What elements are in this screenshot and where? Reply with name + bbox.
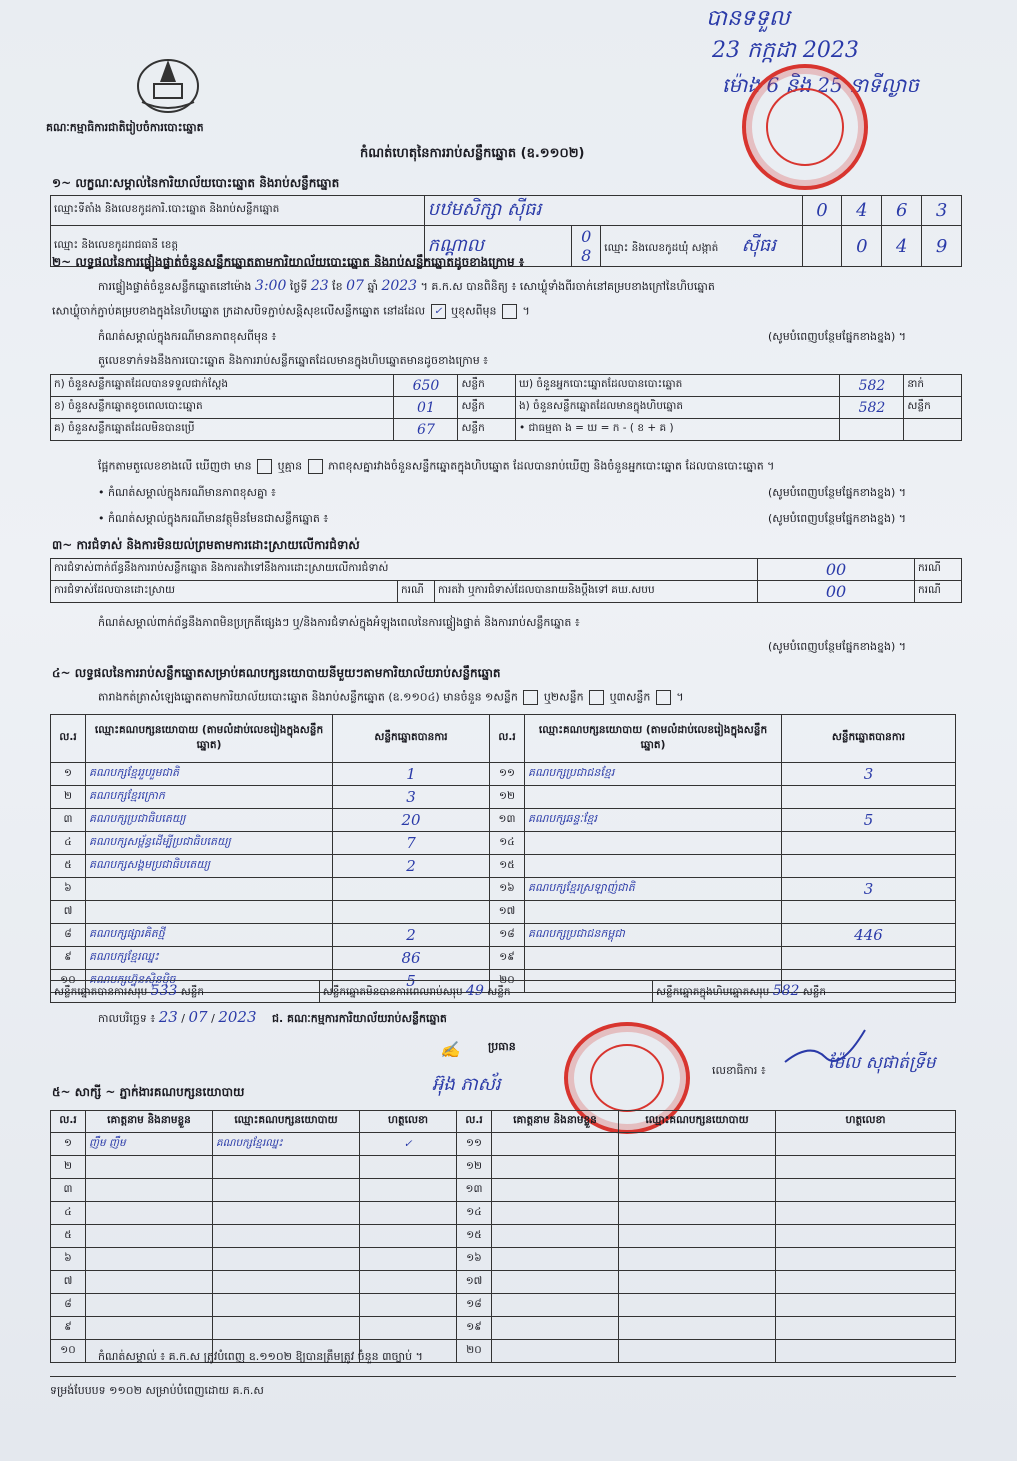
party-name: គណបក្សហ្វ៊ុនស៊ិនប៉ិច <box>86 970 333 993</box>
w-col-party-right: ឈ្មោះគណបក្សនយោបាយ <box>619 1111 776 1133</box>
party-votes <box>782 832 956 855</box>
row2-code-empty <box>802 226 842 267</box>
party-row <box>51 855 956 878</box>
witness-no: ៤ <box>51 1202 86 1225</box>
s3-row2-value-b: 00 <box>758 581 915 603</box>
row2-code-0: 0 <box>581 227 592 246</box>
col-party-left: ឈ្មោះគណបក្សនយោបាយ (តាមលំដាប់លេខរៀងក្នុងសន្លឹកឆ្នោត) <box>86 715 333 763</box>
witness-signature <box>776 1271 956 1294</box>
total-box-value: 582 <box>772 982 800 999</box>
witness-signature <box>776 1340 956 1363</box>
witness-signature <box>360 1179 457 1202</box>
party-name <box>525 832 782 855</box>
witness-no: ១២ <box>457 1156 492 1179</box>
witness-name <box>492 1156 619 1179</box>
s2-line7: • កំណត់សម្គាល់ក្នុងករណីមានវត្ថុមិនមែនជាសន្លឹកឆ្នោត ៖ <box>98 512 329 525</box>
s4-subline-c: ឬ៣សន្លឹក <box>609 690 651 704</box>
received-note-3: ម៉ោង 6 និង 25 នាទីល្ងាច <box>722 73 919 97</box>
s2-year: 2023 <box>381 278 418 294</box>
col-votes-right: សន្លឹកឆ្នោតបានការ <box>782 715 956 763</box>
party-votes: 2 <box>333 924 490 947</box>
party-no: ២០ <box>490 970 525 993</box>
one-sheet-checkbox[interactable] <box>523 690 538 705</box>
witness-party <box>213 1179 360 1202</box>
party-votes: 20 <box>333 809 490 832</box>
witness-signature <box>360 1156 457 1179</box>
secretary-name: ម៉ែល សុផាត់ទ្រីម <box>828 1053 936 1073</box>
party-no: ១៥ <box>490 855 525 878</box>
party-row <box>51 924 956 947</box>
received-note-2: 23 កក្កដា 2023 <box>712 38 859 63</box>
s2-line6: • កំណត់សម្គាល់ក្នុងករណីមានភាពខុសគ្នា ៖ <box>98 486 276 499</box>
party-row <box>51 809 956 832</box>
committee-label: ជ. គណៈកម្មការការិយាល័យរាប់សន្លឹកឆ្នោត <box>272 1012 447 1025</box>
row1-label: ឈ្មោះទីតាំង និងលេខកូដការិ.បោះឆ្នោត និងរាប់សន្លឹកឆ្នោត <box>51 196 425 226</box>
witness-no: ១១ <box>457 1133 492 1156</box>
party-name <box>86 878 333 901</box>
witness-party <box>213 1202 360 1225</box>
s2-line1-e: ។ គ.ក.ស បានពិនិត្យ ៖ សោឃ្លុំទាំងពីរចាក់នៅគម្របខាងក្រៅនៃហិបឆ្នោត <box>420 280 715 293</box>
s3-row1-value: 00 <box>758 559 915 581</box>
party-votes: 5 <box>782 809 956 832</box>
witness-row <box>51 1317 956 1340</box>
row2-value: កណ្ដាល <box>424 226 572 267</box>
date-month: 07 <box>188 1008 208 1026</box>
row2-code-b-1: 4 <box>882 226 922 267</box>
party-name <box>525 947 782 970</box>
s2-line2: សោឃ្លុំចាក់ភ្ជាប់គម្របខាងក្នុងនៃហិបឆ្នោត ក្រដាសបិទភ្ជាប់សន្តិសុខលើសន្លឹកឆ្នោត នៅដដែល ✓ ឬខុសពីមុន ។ <box>52 304 530 318</box>
witness-party <box>619 1225 776 1248</box>
party-name: គណបក្សប្រជាជនខ្មែរ <box>525 763 782 786</box>
s2-line1-d: ឆ្នាំ <box>367 280 378 293</box>
s2-right-label: ឃ) ចំនួនអ្នកបោះឆ្នោតដែលបានបោះឆ្នោត <box>515 375 839 397</box>
row1-code-3: 3 <box>922 196 962 226</box>
witness-signature <box>360 1248 457 1271</box>
witness-party <box>213 1271 360 1294</box>
witness-party <box>213 1248 360 1271</box>
s2-right-value: 582 <box>840 397 904 419</box>
witness-name <box>86 1179 213 1202</box>
s2-line2-or: ឬខុសពីមុន <box>451 304 497 318</box>
s2-left-unit: សន្លឹក <box>458 397 516 419</box>
total-invalid <box>319 981 652 1003</box>
witness-no: ១៥ <box>457 1225 492 1248</box>
party-no: ១០ <box>51 970 86 993</box>
party-results-table <box>50 714 956 993</box>
witness-no: ៦ <box>51 1248 86 1271</box>
s2-line1-a: ការផ្ទៀងផ្ទាត់ចំនួនសន្លឹកឆ្នោតនៅម៉ោង <box>98 280 252 293</box>
s2-line3-hint: (សូមបំពេញបន្ថែមផ្នែកខាងខ្នង) ។ <box>768 330 907 343</box>
s2-right-value <box>840 419 904 441</box>
witness-row <box>51 1179 956 1202</box>
witness-signature <box>360 1202 457 1225</box>
witness-party <box>619 1179 776 1202</box>
s2-line4: តួលេខទាក់ទងនឹងការបោះឆ្នោត និងការរាប់សន្លឹកឆ្នោតដែលមានក្នុងហិបឆ្នោតមានដូចខាងក្រោម ៖ <box>98 354 489 367</box>
total-valid-label: សន្លឹកឆ្នោតបានការសរុប <box>54 985 148 998</box>
witness-no: ៧ <box>51 1271 86 1294</box>
w-col-name-left: គោត្តនាម និងនាមខ្លួន <box>86 1111 213 1133</box>
party-votes: 86 <box>333 947 490 970</box>
president-label: ប្រធាន <box>488 1040 516 1053</box>
witness-row <box>51 1225 956 1248</box>
party-votes <box>333 878 490 901</box>
document-title: កំណត់ហេតុនៃការរាប់សន្លឹកឆ្នោត (ឧ.១១០២) <box>360 146 585 161</box>
party-no: ១៣ <box>490 809 525 832</box>
party-name: គណបក្សសង្គមប្រជាធិបតេយ្យ <box>86 855 333 878</box>
party-row <box>51 763 956 786</box>
footnote: កំណត់សម្គាល់ ៖ គ.ក.ស ត្រូវបំពេញ ឧ.១១០២ ឱ្យបានត្រឹមត្រូវ ចំនួន ៣ច្បាប់ ។ <box>98 1350 423 1363</box>
row2-label-b <box>601 226 802 267</box>
president-signature-icon: ✍ <box>440 1040 460 1059</box>
witness-no: ១៩ <box>457 1317 492 1340</box>
witness-party <box>619 1294 776 1317</box>
w-col-party-left: ឈ្មោះគណបក្សនយោបាយ <box>213 1111 360 1133</box>
party-no: ១១ <box>490 763 525 786</box>
total-valid-unit: សន្លឹក <box>180 985 205 998</box>
witness-row <box>51 1294 956 1317</box>
s2-right-label: • ជាធម្មតា ង = ឃ = ក - ( ខ + គ ) <box>515 419 839 441</box>
three-sheets-checkbox[interactable] <box>656 690 671 705</box>
party-name <box>525 855 782 878</box>
witness-signature <box>776 1294 956 1317</box>
party-no: ៦ <box>51 878 86 901</box>
witness-signature <box>776 1225 956 1248</box>
witness-name <box>86 1317 213 1340</box>
row1-code-1: 4 <box>842 196 882 226</box>
witness-no: ១៤ <box>457 1202 492 1225</box>
s2-left-unit: សន្លឹក <box>458 419 516 441</box>
party-no: ៧ <box>51 901 86 924</box>
received-note-1: បានទទួល <box>706 6 790 31</box>
party-no: ១៧ <box>490 901 525 924</box>
party-name <box>525 786 782 809</box>
section-3-title: ៣~ ការជំទាស់ និងការមិនយល់ព្រមតាមការដោះស្រាយលើការជំទាស់ <box>52 538 360 552</box>
party-no: ១៦ <box>490 878 525 901</box>
witness-signature <box>776 1248 956 1271</box>
witness-signature <box>776 1317 956 1340</box>
w-col-no-right: ល.រ <box>457 1111 492 1133</box>
witness-party <box>213 1317 360 1340</box>
witness-name <box>86 1156 213 1179</box>
witness-name <box>492 1294 619 1317</box>
s2-line5 <box>98 459 774 476</box>
s3-row2-label-b: ការតវ៉ា ឬការជំទាស់ដែលបានរាយនិងប្ដឹងទៅ គឃ.សបប <box>435 581 758 603</box>
changed-checkbox[interactable] <box>502 304 517 319</box>
party-votes: 7 <box>333 832 490 855</box>
party-row <box>51 832 956 855</box>
witness-signature <box>360 1225 457 1248</box>
s2-line3 <box>98 330 276 346</box>
witness-name <box>86 1225 213 1248</box>
date-label: កាលបរិច្ឆេទ ៖ <box>98 1012 156 1025</box>
s2-line5-c: ភាពខុសគ្នារវាងចំនួនសន្លឹកឆ្នោតក្នុងហិបឆ្នោត ដែលបានរាប់ឃើញ និងចំនួនអ្នកបោះឆ្នោត ដែលបានបោះឆ្នោត ។ <box>328 459 775 473</box>
party-votes: 3 <box>782 763 956 786</box>
party-votes: 1 <box>333 763 490 786</box>
witness-no: ១៣ <box>457 1179 492 1202</box>
col-votes-left: សន្លឹកឆ្នោតបានការ <box>333 715 490 763</box>
witness-party: គណបក្សខ្មែរឈ្នះ <box>213 1133 360 1156</box>
witness-party <box>619 1248 776 1271</box>
party-votes: 446 <box>782 924 956 947</box>
witness-name <box>492 1271 619 1294</box>
org-name: គណៈកម្មាធិការជាតិរៀបចំការបោះឆ្នោត <box>46 121 204 134</box>
s2-line3-text: កំណត់សម្គាល់ក្នុងករណីមានភាពខុសពីមុន ៖ <box>98 330 277 343</box>
party-name: គណបក្សខ្មែរស្រឡាញ់ជាតិ <box>525 878 782 901</box>
s2-left-value: 01 <box>394 397 458 419</box>
witness-no: ៣ <box>51 1179 86 1202</box>
s2-line1 <box>98 278 715 296</box>
s3-row2-label: ការជំទាស់ដែលបានដោះស្រាយ <box>51 581 398 603</box>
date-day: 23 <box>158 1008 178 1026</box>
witness-name <box>492 1317 619 1340</box>
s3-note: កំណត់សម្គាល់ពាក់ព័ន្ធនឹងភាពមិនប្រក្រតីផ្សេងៗ ឬ/និងការជំទាស់ក្នុងអំឡុងពេលនៃការផ្ទៀងផ្ទាត់ និងការរាប់សន្លឹកឆ្នោត ៖ <box>98 616 580 629</box>
party-no: ៩ <box>51 947 86 970</box>
no-difference-checkbox[interactable] <box>308 459 323 474</box>
party-name: គណបក្សសម្ព័ន្ធដើម្បីប្រជាធិបតេយ្យ <box>86 832 333 855</box>
row2-label-b-text: ឈ្មោះ និងលេខកូដឃុំ សង្កាត់ <box>604 241 719 254</box>
row1-code-0: 0 <box>802 196 842 226</box>
s2-right-unit <box>904 419 962 441</box>
party-name: គណបក្សប្រជាជនកម្ពុជា <box>525 924 782 947</box>
s3-hint: (សូមបំពេញបន្ថែមផ្នែកខាងខ្នង) ។ <box>768 640 907 653</box>
s3-row1-label: ការជំទាស់ពាក់ព័ន្ធនឹងការរាប់សន្លឹកឆ្នោត និងការតវ៉ាទៅនឹងការដោះស្រាយលើការជំទាស់ <box>51 559 758 581</box>
col-no-left: ល.រ <box>51 715 86 763</box>
witness-party <box>619 1133 776 1156</box>
witness-party <box>619 1202 776 1225</box>
section-1-title: ១~ លក្ខណៈសម្គាល់នៃការិយាល័យបោះឆ្នោត និងរាប់សន្លឹកឆ្នោត <box>52 176 340 190</box>
party-no: ១ <box>51 763 86 786</box>
s3-row1-unit: ករណី <box>915 559 962 581</box>
witness-name <box>86 1248 213 1271</box>
s2-line5-text: ផ្អែកតាមតួលេខខាងលើ ឃើញថា មាន <box>98 459 252 473</box>
s2-left-unit: សន្លឹក <box>458 375 516 397</box>
witness-signature <box>776 1179 956 1202</box>
s4-subline: តារាងកត់ត្រាសំឡេងឆ្នោតតាមការិយាល័យបោះឆ្នោត និងរាប់សន្លឹកឆ្នោត (ឧ.១១០៤) មានចំនួន ១សន្លឹក ឬ២សន្លឹក ឬ៣សន្លឹក ។ <box>98 690 684 704</box>
witness-no: ៥ <box>51 1225 86 1248</box>
witness-party <box>213 1294 360 1317</box>
row2-value-b: ស៊ីធរ <box>741 234 776 256</box>
s3-row2-unit: ករណី <box>398 581 435 603</box>
s2-row <box>51 375 962 397</box>
party-name: គណបក្សខ្មែរឈ្នះ <box>86 947 333 970</box>
party-votes <box>782 855 956 878</box>
w-col-sign-left: ហត្ថលេខា <box>360 1111 457 1133</box>
total-valid <box>51 981 320 1003</box>
party-no: ១៩ <box>490 947 525 970</box>
witness-signature <box>776 1156 956 1179</box>
party-name <box>525 901 782 924</box>
s2-right-value: 582 <box>840 375 904 397</box>
party-row <box>51 901 956 924</box>
s2-month: 07 <box>346 278 364 294</box>
s2-left-label: ក) ចំនួនសន្លឹកឆ្នោតដែលបានទទួលជាក់ស្ដែង <box>51 375 394 397</box>
total-valid-value: 533 <box>150 982 178 999</box>
section-2-title: ២~ លទ្ធផលនៃការផ្ទៀងផ្ទាត់ចំនួនសន្លឹកឆ្នោតតាមការិយាល័យបោះឆ្នោត និងរាប់សន្លឹកឆ្នោតដូចខាងក្រោម ៖ <box>52 255 525 269</box>
witness-name <box>492 1225 619 1248</box>
s2-right-unit: សន្លឹក <box>904 397 962 419</box>
witness-no: ១ <box>51 1133 86 1156</box>
s4-subline-text: តារាងកត់ត្រាសំឡេងឆ្នោតតាមការិយាល័យបោះឆ្នោត និងរាប់សន្លឹកឆ្នោត (ឧ.១១០៤) មានចំនួន ១សន្លឹក <box>98 690 518 704</box>
row2-code-1: 8 <box>581 246 592 265</box>
col-no-right: ល.រ <box>490 715 525 763</box>
row2-label: ឈ្មោះ និងលេខកូដរាជធានី ខេត្ត <box>51 226 425 267</box>
party-votes <box>333 901 490 924</box>
witness-row <box>51 1248 956 1271</box>
s2-right-unit: នាក់ <box>904 375 962 397</box>
footer-divider <box>50 1376 956 1377</box>
witness-signature <box>776 1133 956 1156</box>
party-no: ២ <box>51 786 86 809</box>
s4-date-line: កាលបរិច្ឆេទ ៖ 23 / 07 / 2023 ជ. គណៈកម្មការការិយាល័យរាប់សន្លឹកឆ្នោត <box>98 1008 447 1026</box>
witness-table <box>50 1110 956 1363</box>
witness-name <box>86 1202 213 1225</box>
party-votes: 5 <box>333 970 490 993</box>
witness-name <box>86 1294 213 1317</box>
witness-no: ១៧ <box>457 1271 492 1294</box>
total-invalid-unit: សន្លឹក <box>487 985 511 998</box>
w-col-no-left: ល.រ <box>51 1111 86 1133</box>
party-no: ៣ <box>51 809 86 832</box>
party-votes: 2 <box>333 855 490 878</box>
party-no: ៨ <box>51 924 86 947</box>
witness-party <box>619 1340 776 1363</box>
s2-left-label: គ) ចំនួនសន្លឹកឆ្នោតដែលមិនបានប្រើ <box>51 419 394 441</box>
section-5-title: ៥~ សាក្សី ~ ភ្នាក់ងារគណបក្សនយោបាយ <box>52 1085 245 1099</box>
section-4-title: ៤~ លទ្ធផលនៃការរាប់សន្លឹកឆ្នោតសម្រាប់គណបក្សនយោបាយនីមួយៗតាមការិយាល័យរាប់សន្លឹកឆ្នោត <box>52 666 501 680</box>
witness-no: ២០ <box>457 1340 492 1363</box>
has-difference-checkbox[interactable] <box>257 459 272 474</box>
party-no: ៥ <box>51 855 86 878</box>
total-box <box>653 981 956 1003</box>
s2-day: 23 <box>310 278 329 294</box>
row1-code-2: 6 <box>882 196 922 226</box>
party-name <box>86 901 333 924</box>
witness-name <box>492 1179 619 1202</box>
witness-row <box>51 1156 956 1179</box>
witness-no: ៨ <box>51 1294 86 1317</box>
total-invalid-label: សន្លឹកឆ្នោតមិនបានការពេលរាប់សរុប <box>322 985 463 998</box>
witness-name <box>492 1340 619 1363</box>
unchanged-checkbox[interactable]: ✓ <box>431 304 446 319</box>
witness-party <box>213 1156 360 1179</box>
s2-row <box>51 419 962 441</box>
secretary-label: លេខាធិការ ៖ <box>712 1064 766 1077</box>
s2-line1-c: ខែ <box>332 280 343 293</box>
witness-name <box>86 1271 213 1294</box>
witness-row <box>51 1133 956 1156</box>
w-col-sign-right: ហត្ថលេខា <box>776 1111 956 1133</box>
witness-signature <box>360 1294 457 1317</box>
s2-row <box>51 397 962 419</box>
s2-line2-text: សោឃ្លុំចាក់ភ្ជាប់គម្របខាងក្នុងនៃហិបឆ្នោត ក្រដាសបិទភ្ជាប់សន្តិសុខលើសន្លឹកឆ្នោត នៅដដែល <box>52 304 426 318</box>
party-no: ១៤ <box>490 832 525 855</box>
witness-signature <box>776 1202 956 1225</box>
s3-row2-unit-b: ករណី <box>915 581 962 603</box>
row2-code-b-0: 0 <box>842 226 882 267</box>
witness-no: ១៦ <box>457 1248 492 1271</box>
s2-line5-b: ឬគ្មាន <box>277 459 303 473</box>
s2-left-value: 650 <box>394 375 458 397</box>
president-name: អ៊ុង ភាស័រ <box>432 1074 501 1095</box>
party-name: គណបក្សប្រជាធិបតេយ្យ <box>86 809 333 832</box>
party-votes <box>782 901 956 924</box>
witness-name <box>492 1248 619 1271</box>
party-votes <box>782 947 956 970</box>
section-2-table <box>50 374 962 441</box>
totals-table <box>50 980 956 1003</box>
party-votes: 3 <box>333 786 490 809</box>
party-votes <box>782 786 956 809</box>
form-footer: ទម្រង់បែបបទ ១១០២ សម្រាប់បំពេញដោយ គ.ក.ស <box>50 1384 264 1397</box>
official-stamp-top <box>742 64 868 190</box>
witness-party <box>619 1317 776 1340</box>
row1-value: បឋមសិក្សា ស៊ីធរ <box>424 196 802 226</box>
row2-code <box>572 226 601 267</box>
party-name: គណបក្សខ្មែរក្រោក <box>86 786 333 809</box>
witness-signature: ✓ <box>360 1133 457 1156</box>
total-invalid-value: 49 <box>466 982 484 999</box>
w-col-name-right: គោត្តនាម និងនាមខ្លួន <box>492 1111 619 1133</box>
party-name: គណបក្សផ្សារគិតថ្មី <box>86 924 333 947</box>
party-row <box>51 947 956 970</box>
witness-name: ញឹម ញឹម <box>86 1133 213 1156</box>
party-no: ៤ <box>51 832 86 855</box>
party-row <box>51 878 956 901</box>
witness-no: ៩ <box>51 1317 86 1340</box>
witness-row <box>51 1271 956 1294</box>
total-box-unit: សន្លឹក <box>802 985 827 998</box>
two-sheets-checkbox[interactable] <box>589 690 604 705</box>
col-party-right: ឈ្មោះគណបក្សនយោបាយ (តាមលំដាប់លេខរៀងក្នុងសន្លឹកឆ្នោត) <box>525 715 782 763</box>
witness-signature <box>360 1271 457 1294</box>
nec-emblem-icon <box>132 52 204 114</box>
witness-name <box>492 1133 619 1156</box>
witness-no: ១៨ <box>457 1294 492 1317</box>
s2-left-label: ខ) ចំនួនសន្លឹកឆ្នោតខូចពេលបោះឆ្នោត <box>51 397 394 419</box>
total-box-label: សន្លឹកឆ្នោតក្នុងហិបឆ្នោតសរុប <box>656 985 770 998</box>
witness-row <box>51 1202 956 1225</box>
party-votes: 3 <box>782 878 956 901</box>
witness-no: ២ <box>51 1156 86 1179</box>
witness-party <box>619 1271 776 1294</box>
witness-name <box>492 1202 619 1225</box>
party-name: គណបក្សឆន្ទៈខ្មែរ <box>525 809 782 832</box>
witness-party <box>619 1156 776 1179</box>
witness-signature <box>360 1317 457 1340</box>
s2-right-label: ង) ចំនួនសន្លឹកឆ្នោតដែលមានក្នុងហិបឆ្នោត <box>515 397 839 419</box>
s2-line1-b: ថ្ងៃទី <box>289 280 308 293</box>
party-name: គណបក្សខ្មែររួបរួមជាតិ <box>86 763 333 786</box>
s2-line6-hint: (សូមបំពេញបន្ថែមផ្នែកខាងខ្នង) ។ <box>768 486 907 499</box>
section-3-table <box>50 558 962 603</box>
s2-time: 3:00 <box>254 278 287 294</box>
party-no: ១២ <box>490 786 525 809</box>
s4-subline-b: ឬ២សន្លឹក <box>543 690 584 704</box>
s2-left-value: 67 <box>394 419 458 441</box>
s2-line7-hint: (សូមបំពេញបន្ថែមផ្នែកខាងខ្នង) ។ <box>768 512 907 525</box>
party-no: ១៨ <box>490 924 525 947</box>
date-year: 2023 <box>218 1008 257 1026</box>
witness-no: ១០ <box>51 1340 86 1363</box>
row2-code-b-2: 9 <box>922 226 962 267</box>
witness-party <box>213 1225 360 1248</box>
party-row <box>51 786 956 809</box>
